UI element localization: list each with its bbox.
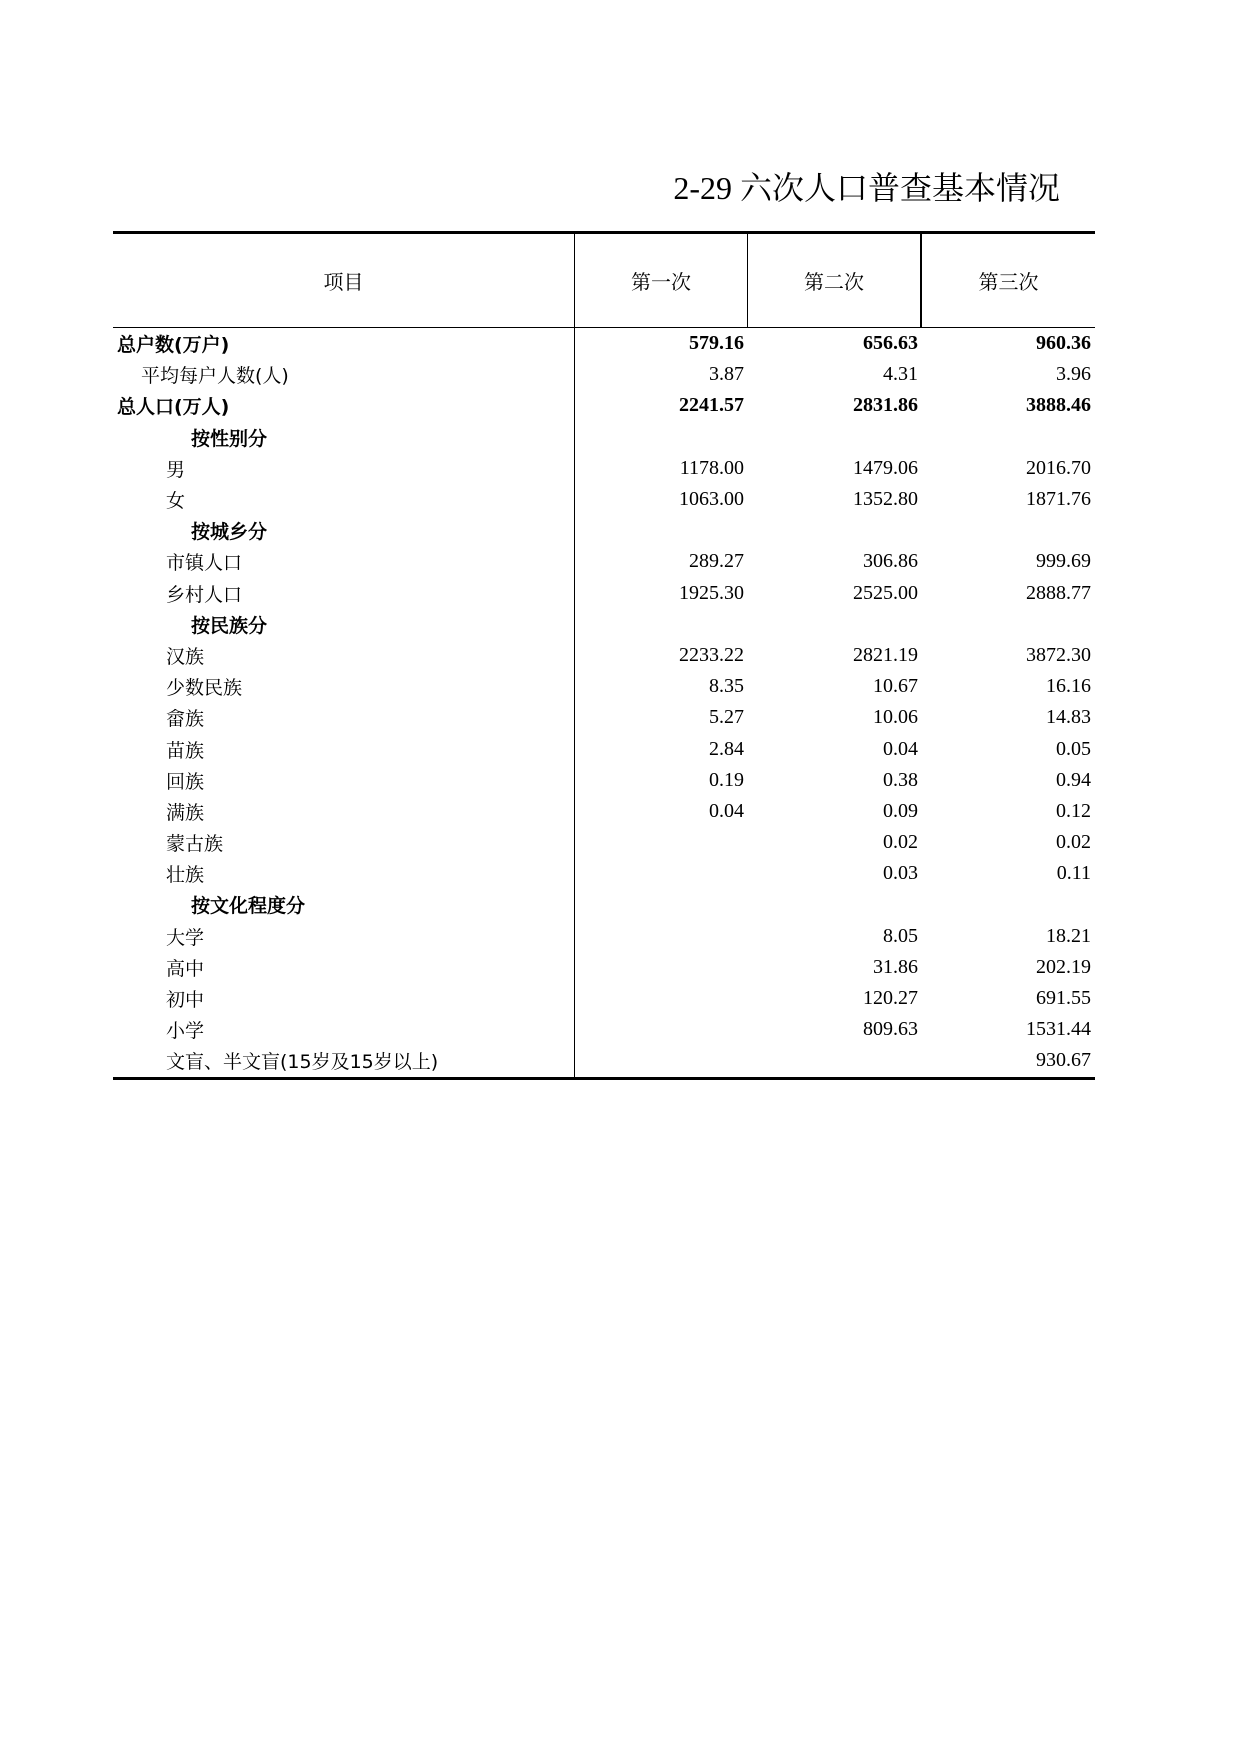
row-value-census-3: 3888.46 <box>1026 394 1091 417</box>
row-value-census-3: 2888.77 <box>1026 581 1091 604</box>
row-value-census-2: 1352.80 <box>853 488 918 511</box>
row-label: 乡村人口 <box>166 583 243 606</box>
row-value-census-3: 1531.44 <box>1026 1018 1091 1041</box>
row-value-census-3: 0.11 <box>1056 862 1091 885</box>
row-label: 满族 <box>166 801 205 824</box>
row-label: 文盲、半文盲(15岁及15岁以上) <box>166 1051 439 1074</box>
row-value-census-2: 8.05 <box>883 924 918 947</box>
row-value-census-2: 306.86 <box>863 550 918 573</box>
table-row <box>113 827 1095 858</box>
row-value-census-3: 0.94 <box>1056 768 1091 791</box>
page-title: 2-29 六次人口普查基本情况 <box>673 170 1060 206</box>
row-value-census-2: 656.63 <box>863 332 918 355</box>
row-label: 按文化程度分 <box>191 895 306 918</box>
table-row <box>113 359 1095 390</box>
table-row <box>113 702 1095 733</box>
row-label: 市镇人口 <box>166 552 243 575</box>
row-label: 小学 <box>166 1020 205 1043</box>
table-row <box>113 921 1095 952</box>
row-value-census-2: 2525.00 <box>853 581 918 604</box>
header-second-census: 第二次 <box>748 234 922 327</box>
table-row <box>113 453 1095 484</box>
row-value-census-1: 2241.57 <box>679 394 744 417</box>
row-value-census-1: 0.04 <box>709 799 744 822</box>
row-label: 汉族 <box>166 645 205 668</box>
row-label: 苗族 <box>166 739 205 762</box>
table-row <box>113 796 1095 827</box>
row-label: 蒙古族 <box>166 833 224 856</box>
row-value-census-2: 0.38 <box>883 768 918 791</box>
table-row <box>113 1045 1095 1076</box>
row-label: 按城乡分 <box>191 521 268 544</box>
table-row <box>113 983 1095 1014</box>
row-value-census-1: 0.19 <box>709 768 744 791</box>
row-value-census-3: 930.67 <box>1036 1049 1091 1072</box>
table-row <box>113 671 1095 702</box>
row-value-census-3: 1871.76 <box>1026 488 1091 511</box>
row-value-census-3: 960.36 <box>1036 332 1091 355</box>
table-row <box>113 858 1095 889</box>
table-row <box>113 546 1095 577</box>
row-label: 按性别分 <box>191 427 268 450</box>
row-value-census-1: 1178.00 <box>679 456 744 479</box>
row-label: 初中 <box>166 989 205 1012</box>
table-row <box>113 422 1095 453</box>
row-value-census-1: 1063.00 <box>679 488 744 511</box>
table-row <box>113 515 1095 546</box>
row-label: 壮族 <box>166 864 205 887</box>
census-table <box>113 231 1095 1080</box>
table-row <box>113 328 1095 359</box>
table-row <box>113 952 1095 983</box>
table-row <box>113 578 1095 609</box>
row-value-census-2: 31.86 <box>873 955 918 978</box>
row-value-census-2: 0.02 <box>883 831 918 854</box>
row-value-census-2: 0.09 <box>883 799 918 822</box>
row-label: 平均每户人数(人) <box>141 365 289 388</box>
row-value-census-1: 1925.30 <box>679 581 744 604</box>
row-value-census-1: 3.87 <box>709 363 744 386</box>
table-row <box>113 390 1095 421</box>
table-row <box>113 889 1095 920</box>
table-row <box>113 1014 1095 1045</box>
row-value-census-3: 2016.70 <box>1026 456 1091 479</box>
row-value-census-2: 120.27 <box>863 987 918 1010</box>
row-value-census-1: 8.35 <box>709 675 744 698</box>
row-label: 回族 <box>166 770 205 793</box>
row-value-census-1: 579.16 <box>689 332 744 355</box>
row-value-census-3: 691.55 <box>1036 987 1091 1010</box>
row-value-census-3: 0.02 <box>1056 831 1091 854</box>
row-value-census-2: 0.03 <box>883 862 918 885</box>
row-value-census-3: 16.16 <box>1046 675 1091 698</box>
table-body <box>113 328 1095 1077</box>
row-label: 少数民族 <box>166 677 243 700</box>
row-value-census-1: 2.84 <box>709 737 744 760</box>
row-value-census-3: 0.05 <box>1056 737 1091 760</box>
row-value-census-1: 289.27 <box>689 550 744 573</box>
row-value-census-3: 14.83 <box>1046 706 1091 729</box>
row-label: 高中 <box>166 957 205 980</box>
row-value-census-3: 202.19 <box>1036 955 1091 978</box>
row-value-census-2: 10.67 <box>873 675 918 698</box>
row-value-census-3: 0.12 <box>1056 799 1091 822</box>
row-value-census-1: 5.27 <box>709 706 744 729</box>
table-row <box>113 765 1095 796</box>
row-label: 畲族 <box>166 708 205 731</box>
row-value-census-2: 0.04 <box>883 737 918 760</box>
row-value-census-2: 1479.06 <box>853 456 918 479</box>
table-row <box>113 640 1095 671</box>
header-third-census: 第三次 <box>978 270 1039 294</box>
row-label: 大学 <box>166 926 205 949</box>
row-value-census-2: 809.63 <box>863 1018 918 1041</box>
row-label: 男 <box>166 458 186 481</box>
header-first-census: 第一次 <box>575 234 748 327</box>
row-value-census-3: 3.96 <box>1056 363 1091 386</box>
row-value-census-2: 4.31 <box>883 363 918 386</box>
table-row <box>113 733 1095 764</box>
row-value-census-3: 3872.30 <box>1026 643 1091 666</box>
row-label: 按民族分 <box>191 614 268 637</box>
header-item: 项目 <box>113 234 575 327</box>
row-label: 女 <box>166 490 186 513</box>
row-label: 总户数(万户) <box>117 334 230 357</box>
row-value-census-3: 18.21 <box>1046 924 1091 947</box>
table-row <box>113 484 1095 515</box>
table-row <box>113 609 1095 640</box>
row-value-census-1: 2233.22 <box>679 643 744 666</box>
row-label: 总人口(万人) <box>117 396 230 419</box>
row-value-census-2: 2821.19 <box>853 643 918 666</box>
row-value-census-2: 10.06 <box>873 706 918 729</box>
table-header <box>113 234 1095 328</box>
row-value-census-2: 2831.86 <box>853 394 918 417</box>
row-value-census-3: 999.69 <box>1036 550 1091 573</box>
